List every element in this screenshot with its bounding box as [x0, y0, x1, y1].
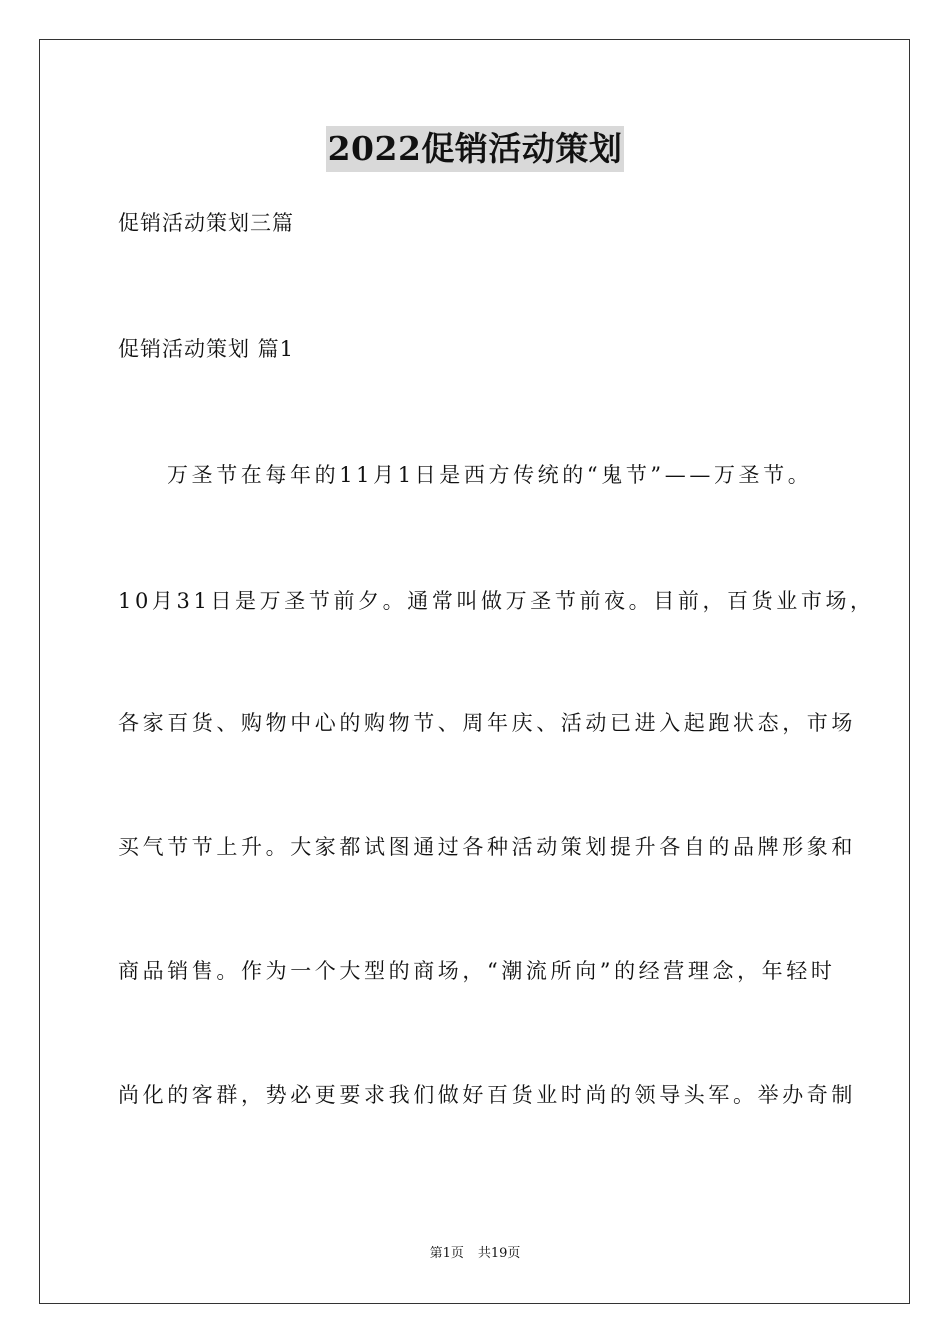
document-subtitle: 促销活动策划三篇	[118, 211, 294, 235]
paragraph-line-5: 商品销售。作为一个大型的商场，“潮流所向”的经营理念，年轻时	[118, 959, 836, 983]
page-total: 共19页	[477, 1246, 521, 1261]
paragraph-line-2: 10月31日是万圣节前夕。通常叫做万圣节前夜。目前，百货业市场，	[118, 589, 875, 613]
page-footer	[0, 1244, 950, 1264]
document-title: 2022促销活动策划	[326, 126, 625, 172]
title-area	[0, 126, 950, 172]
section-heading: 促销活动策划 篇1	[118, 337, 295, 361]
paragraph-line-6: 尚化的客群，势必更要求我们做好百货业时尚的领导头军。举办奇制	[118, 1083, 856, 1107]
paragraph-line-1: 万圣节在每年的11月1日是西方传统的“鬼节”——万圣节。	[167, 463, 813, 487]
paragraph-line-3: 各家百货、购物中心的购物节、周年庆、活动已进入起跑状态，市场	[118, 711, 856, 735]
page-number: 第1页	[429, 1246, 464, 1261]
paragraph-line-4: 买气节节上升。大家都试图通过各种活动策划提升各自的品牌形象和	[118, 835, 856, 859]
